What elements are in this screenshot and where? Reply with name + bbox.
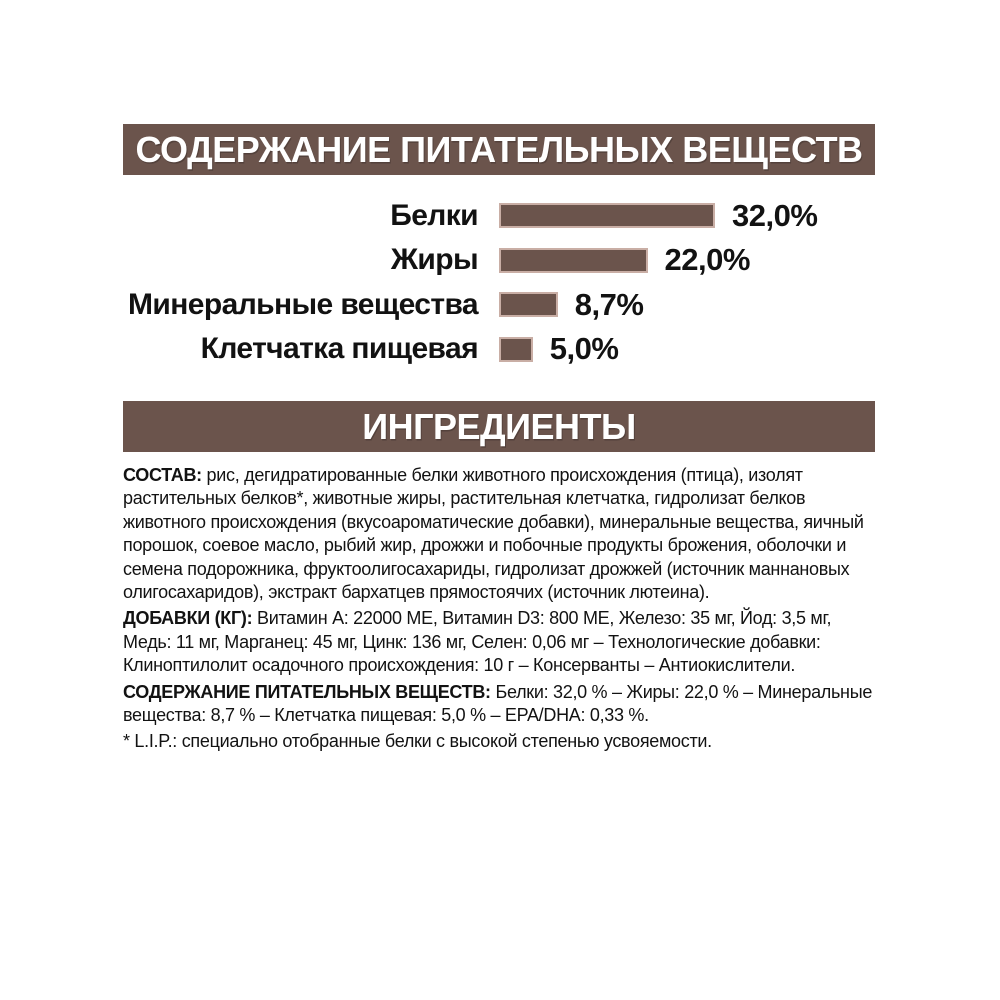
chart-category-label: Клетчатка пищевая [200,332,478,365]
chart-value-label: 8,7% [574,286,644,322]
chart-row [0,197,1000,233]
paragraph-lead: ДОБАВКИ (КГ): [123,608,253,629]
paragraph-lead: СОСТАВ: [123,465,202,485]
chart-value-label: 32,0% [732,197,818,233]
ingredients-title: ИНГРЕДИЕНТЫ [362,405,636,447]
paragraph-lead: СОДЕРЖАНИЕ ПИТАТЕЛЬНЫХ ВЕЩЕСТВ: [123,681,491,702]
chart-row [0,242,1000,277]
paragraph-body: Белки: 32,0 % – Жиры: 22,0 % – Минеральные вещества: 8,7 % – Клетчатка пищевая: 5,0 % – EPA/DHA: 0,33 %. [123,681,873,726]
chart-category-label: Белки [390,198,478,232]
label-paragraph [123,607,880,677]
chart-row [0,331,1000,366]
label-paragraph [123,464,880,604]
chart-row [0,286,1000,322]
paragraph-body: рис, дегидратированные белки животного происхождения (птица), изолят растительных белков*, животные жиры, растительная клетчатка, гидролизат белков животного происхождения (вкусоароматические добавки), минеральные вещества, яичный порошок, соевое масло, рыбий жир, дрожжи и побочные продукты брожения, оболочки и семена подорожника, фруктоолигосахариды, гидролизат дрожжей (источник маннановых олигосахаридов), экстракт бархатцев прямостоячих (источник лютеина). [123,465,864,603]
nutrition-facts-title: СОДЕРЖАНИЕ ПИТАТЕЛЬНЫХ ВЕЩЕСТВ [135,128,863,170]
chart-bar [499,248,648,273]
label-paragraph [123,681,880,728]
ingredients-banner [123,401,875,452]
chart-bar [499,292,558,317]
chart-category-label: Минеральные вещества [128,287,478,321]
paragraph-body: * L.I.P.: специально отобранные белки с высокой степенью усвояемости. [123,731,712,752]
label-paragraph [123,730,880,753]
chart-bar [499,337,533,362]
chart-value-label: 5,0% [549,331,619,366]
paragraph-body: Витамин A: 22000 МЕ, Витамин D3: 800 МЕ, Железо: 35 мг, Йод: 3,5 мг, Медь: 11 мг, Марганец: 45 мг, Цинк: 136 мг, Селен: 0,06 мг – Технологические добавки: Клиноптилолит осадочного происхождения: 10 г – Консерванты – Антиокислители. [123,608,832,676]
ingredients-text-block [123,464,880,757]
chart-bar [499,203,715,228]
chart-value-label: 22,0% [664,242,750,277]
nutrition-facts-banner [123,124,875,175]
nutrient-bar-chart [0,197,1000,381]
chart-category-label: Жиры [390,243,478,276]
